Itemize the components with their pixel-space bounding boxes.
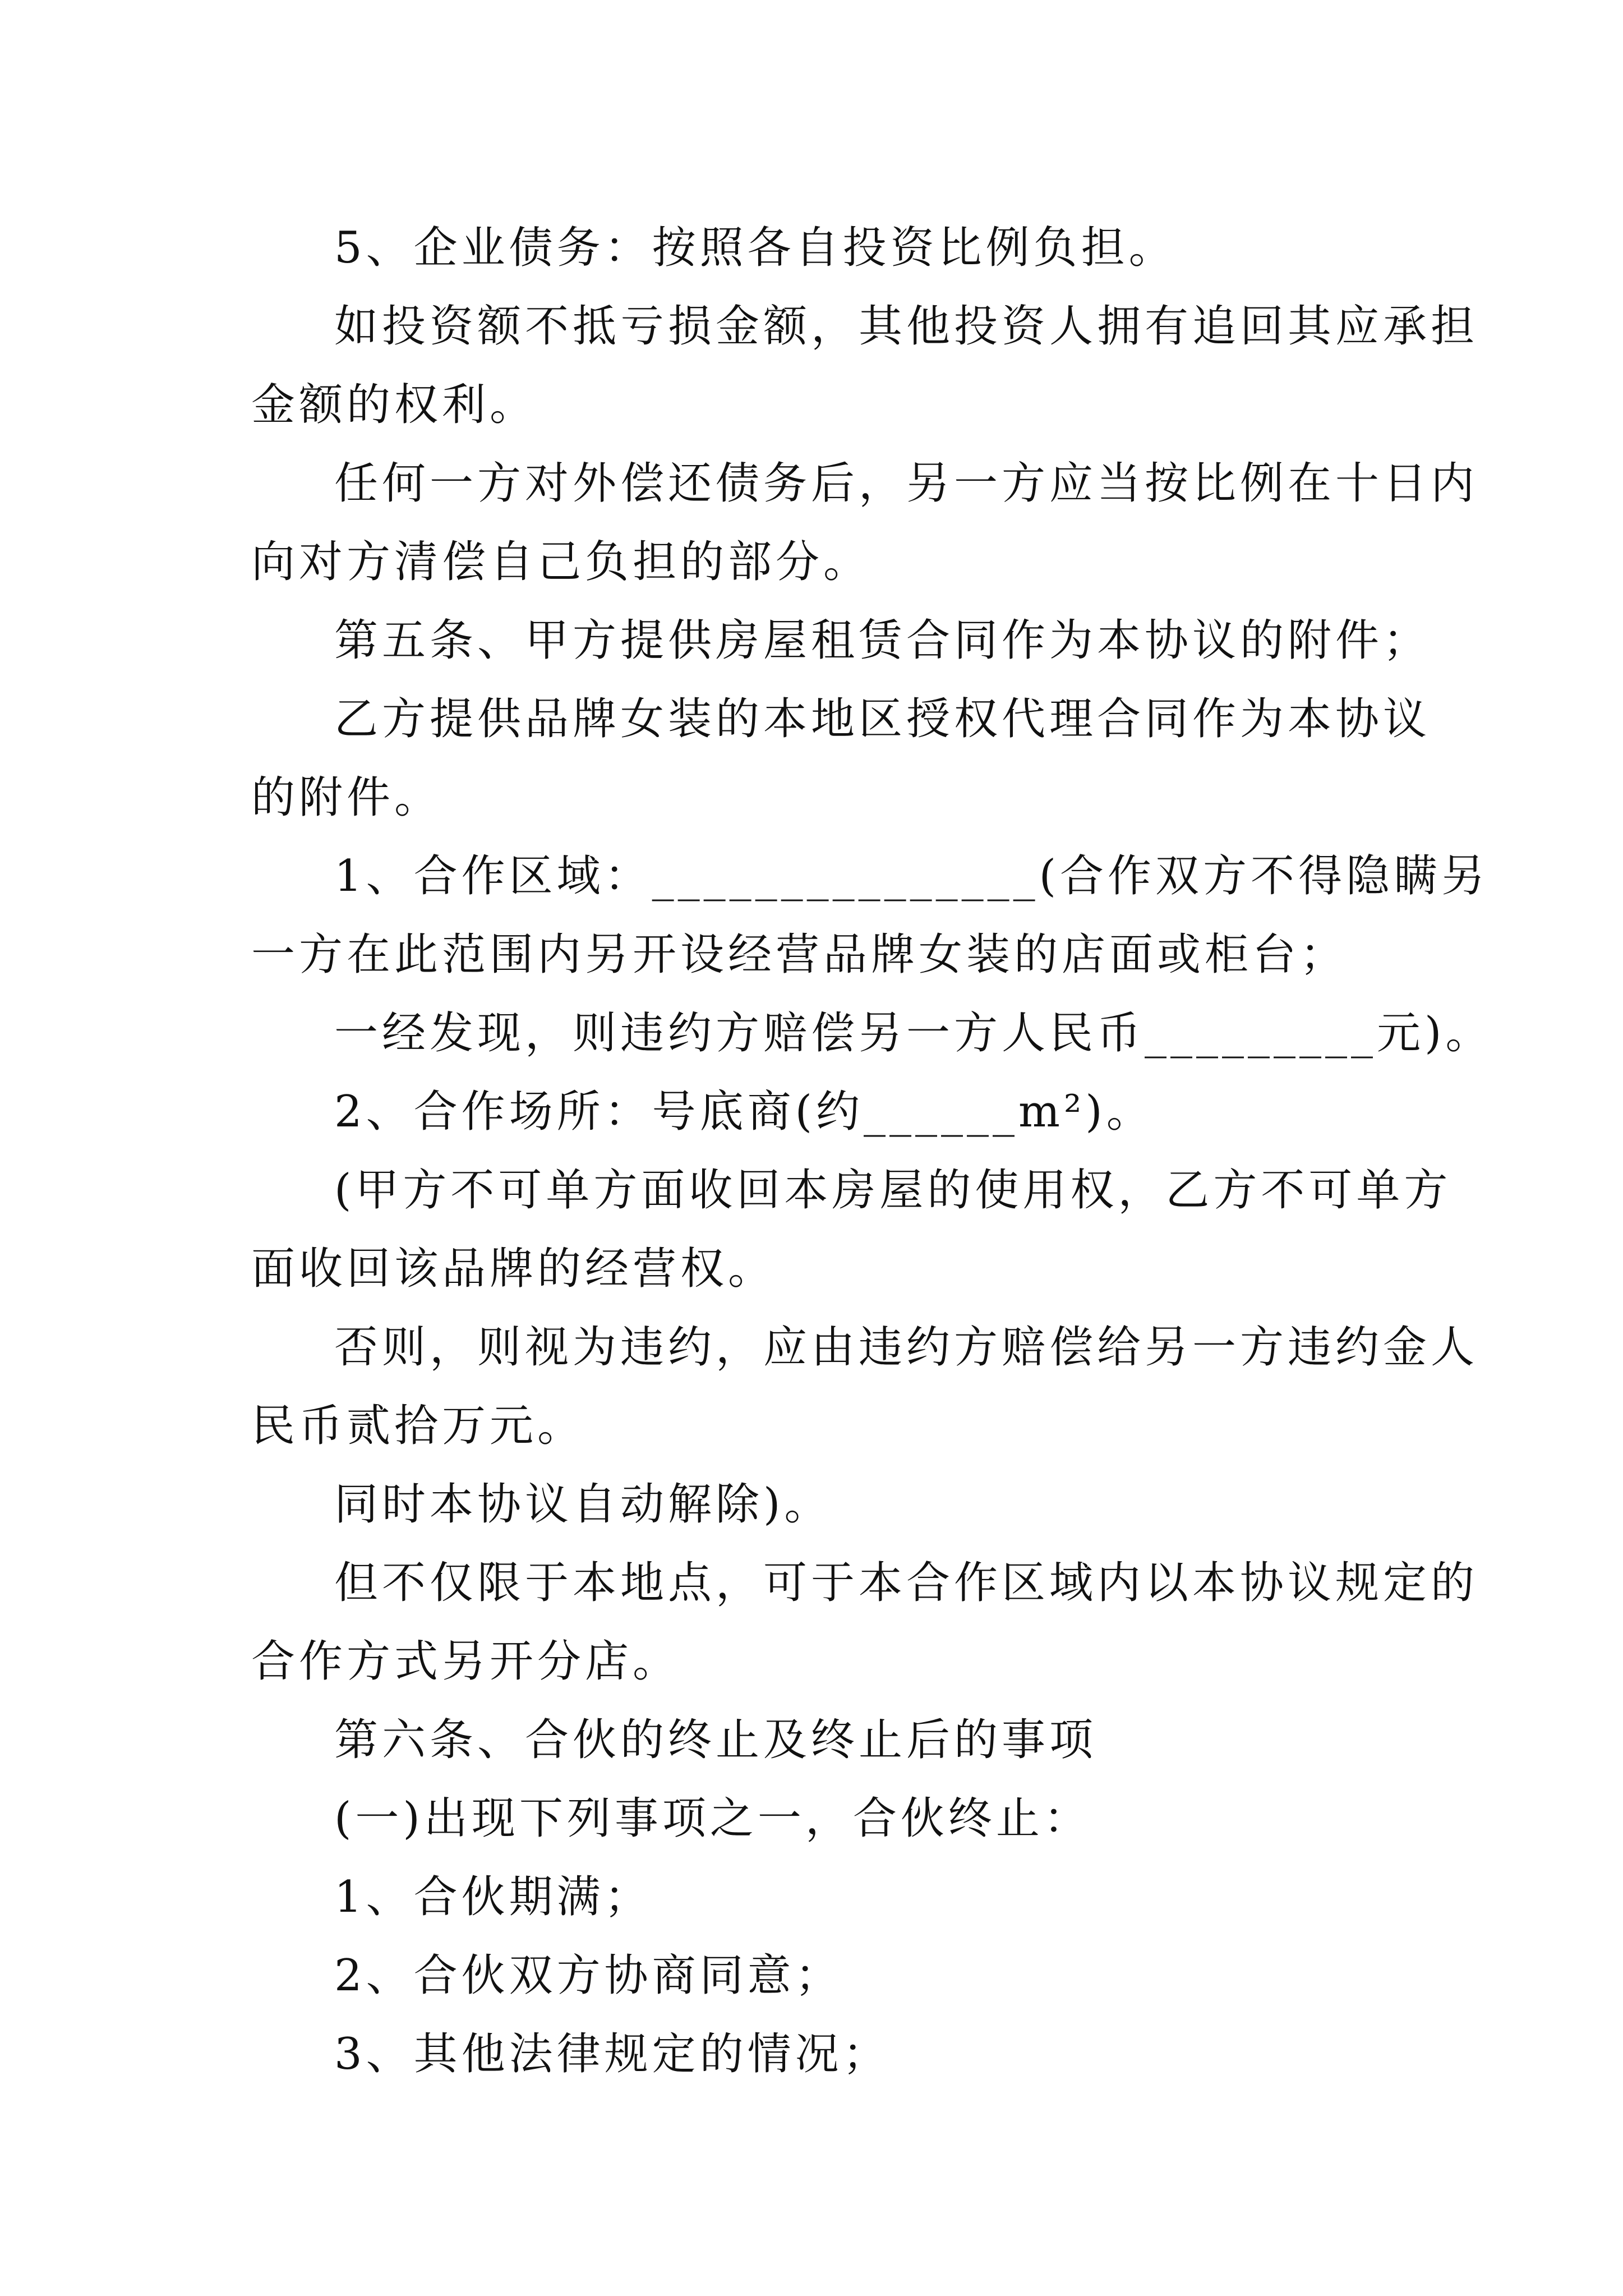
paragraph-line: 任何一方对外偿还债务后，另一方应当按比例在十日内: [334, 458, 1479, 509]
paragraph-line: 合作方式另开分店。: [251, 1636, 681, 1687]
paragraph-line: 民币贰拾万元。: [251, 1401, 585, 1451]
paragraph-line: 5、企业债务：按照各自投资比例负担。: [334, 223, 1177, 273]
paragraph-line: 但不仅限于本地点，可于本合作区域内以本协议规定的: [334, 1558, 1479, 1608]
paragraph-line: 向对方清偿自己负担的部分。: [251, 537, 872, 587]
paragraph-line: 1、合伙期满；: [334, 1872, 652, 1922]
paragraph-line: 面收回该品牌的经营权。: [251, 1244, 776, 1294]
paragraph-line: 一方在此范围内另开设经营品牌女装的店面或柜台；: [251, 930, 1348, 980]
paragraph-line: 一经发现，则违约方赔偿另一方人民币_________元)。: [334, 1008, 1493, 1059]
paragraph-line: 1、合作区域：_______________(合作双方不得隐瞒另: [334, 851, 1490, 901]
paragraph-line: 第五条、甲方提供房屋租赁合同作为本协议的附件；: [334, 615, 1431, 666]
document-body: [251, 209, 1493, 2093]
paragraph-line: 乙方提供品牌女装的本地区授权代理合同作为本协议: [334, 694, 1431, 744]
paragraph-line: 第六条、合伙的终止及终止后的事项: [334, 1715, 1098, 1765]
paragraph-line: 2、合作场所：号底商(约______m²)。: [334, 1087, 1154, 1137]
paragraph-line: 2、合伙双方协商同意；: [334, 1950, 843, 2001]
paragraph-line: 否则，则视为违约，应由违约方赔偿给另一方违约金人: [334, 1322, 1479, 1373]
paragraph-line: 3、其他法律规定的情况；: [334, 2029, 891, 2079]
paragraph-line: (一)出现下列事项之一，合伙终止：: [334, 1793, 1091, 1844]
paragraph-line: 如投资额不抵亏损金额，其他投资人拥有追回其应承担: [334, 301, 1479, 352]
paragraph-line: 的附件。: [251, 772, 442, 823]
paragraph-line: 同时本协议自动解除)。: [334, 1479, 832, 1530]
paragraph-line: (甲方不可单方面收回本房屋的使用权，乙方不可单方: [334, 1165, 1452, 1216]
paragraph-line: 金额的权利。: [251, 380, 538, 430]
